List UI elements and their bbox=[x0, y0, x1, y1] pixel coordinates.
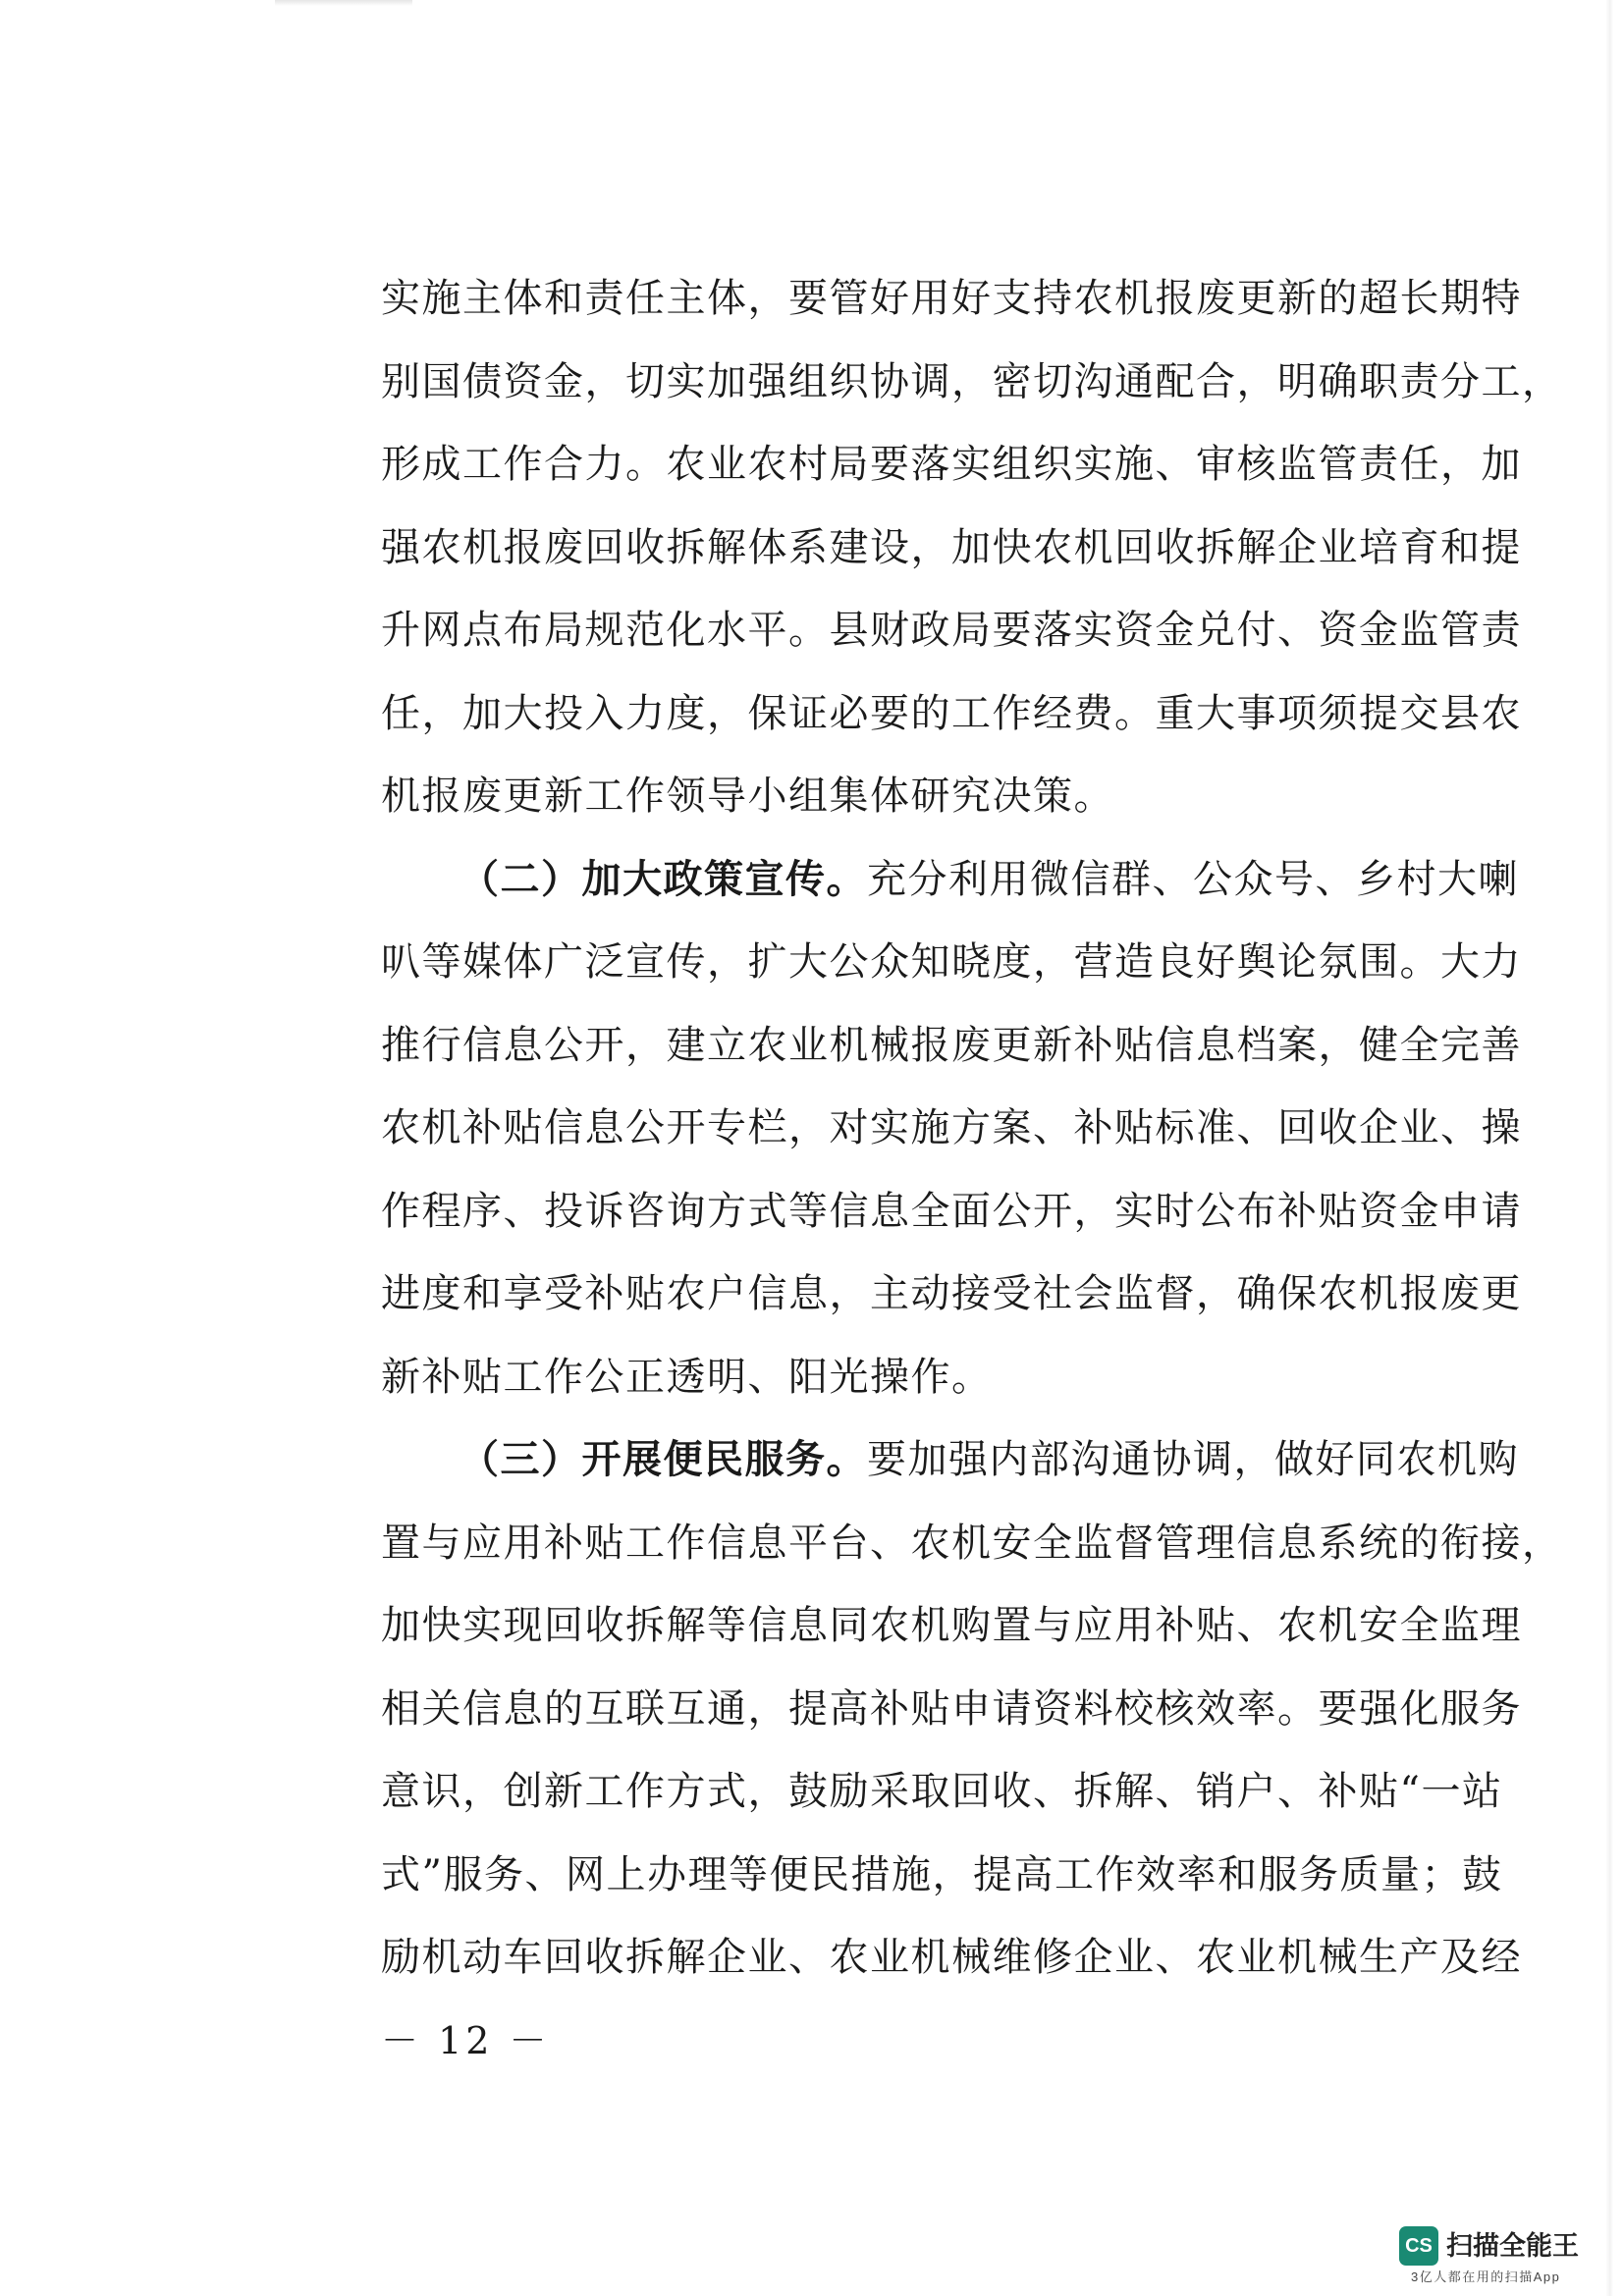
line-text: 相关信息的互联互通，提高补贴申请资料校核效率。要强化服务 bbox=[381, 1685, 1522, 1732]
scan-edge-top bbox=[275, 0, 412, 6]
text-line bbox=[381, 921, 1522, 1004]
document-body bbox=[381, 257, 1563, 2000]
line-text: 别国债资金，切实加强组织协调，密切沟通配合，明确职责分工， bbox=[381, 358, 1563, 404]
line-text: 充分利用微信群、公众号、乡村大喇 bbox=[867, 856, 1519, 902]
line-text: 强农机报废回收拆解体系建设，加快农机回收拆解企业培育和提 bbox=[381, 524, 1522, 570]
text-line bbox=[381, 755, 1473, 838]
line-text: 升网点布局规范化水平。县财政局要落实资金兑付、资金监管责 bbox=[381, 608, 1522, 653]
text-line bbox=[381, 1916, 1522, 2000]
camscanner-logo-icon: CS bbox=[1399, 2226, 1438, 2266]
line-text: 进度和享受补贴农户信息，主动接受社会监督，确保农机报废更 bbox=[381, 1271, 1522, 1316]
section-heading-line bbox=[381, 838, 1519, 922]
section-heading-service: （三）开展便民服务。 bbox=[460, 1436, 867, 1482]
text-line bbox=[381, 1502, 1563, 1585]
line-text: 加快实现回收拆解等信息同农机购置与应用补贴、农机安全监理 bbox=[381, 1603, 1522, 1648]
text-line bbox=[381, 589, 1522, 672]
line-text: 置与应用补贴工作信息平台、农机安全监督管理信息系统的衔接， bbox=[381, 1520, 1563, 1566]
text-line bbox=[381, 1750, 1503, 1834]
text-line bbox=[381, 423, 1522, 507]
line-text: 农机补贴信息公开专栏，对实施方案、补贴标准、回收企业、操 bbox=[381, 1105, 1522, 1150]
text-line bbox=[381, 672, 1522, 756]
line-text: 励机动车回收拆解企业、农业机械维修企业、农业机械生产及经 bbox=[381, 1935, 1522, 1980]
line-text: 意识，创新工作方式，鼓励采取回收、拆解、销户、补贴“一站 bbox=[381, 1769, 1503, 1814]
line-text: 新补贴工作公正透明、阳光操作。 bbox=[381, 1354, 993, 1400]
text-line bbox=[381, 1834, 1503, 1917]
text-line bbox=[381, 1004, 1522, 1088]
line-text: 要加强内部沟通协调，做好同农机购 bbox=[867, 1437, 1519, 1482]
line-text: 叭等媒体广泛宣传，扩大公众知晓度，营造良好舆论氛围。大力 bbox=[381, 939, 1522, 985]
scan-edge-right bbox=[1605, 0, 1613, 2296]
line-text: 实施主体和责任主体，要管好用好支持农机报废更新的超长期特 bbox=[381, 276, 1522, 321]
text-line bbox=[381, 1336, 1473, 1419]
line-text: 机报废更新工作领导小组集体研究决策。 bbox=[381, 774, 1114, 819]
line-text: 任，加大投入力度，保证必要的工作经费。重大事项须提交县农 bbox=[381, 690, 1522, 736]
text-line bbox=[381, 1087, 1522, 1170]
scanner-watermark bbox=[1399, 2226, 1605, 2289]
line-text: 形成工作合力。农业农村局要落实组织实施、审核监管责任，加 bbox=[381, 442, 1522, 487]
page-number: － 12 － bbox=[381, 2019, 551, 2062]
watermark-tagline: 3亿人都在用的扫描App bbox=[1411, 2269, 1561, 2284]
text-line bbox=[381, 1170, 1522, 1254]
watermark-app-name: 扫描全能王 bbox=[1446, 2231, 1579, 2261]
text-line bbox=[381, 257, 1522, 341]
line-text: 作程序、投诉咨询方式等信息全面公开，实时公布补贴资金申请 bbox=[381, 1188, 1522, 1234]
section-heading-line bbox=[381, 1418, 1519, 1502]
text-line bbox=[381, 1668, 1522, 1751]
text-line bbox=[381, 1584, 1522, 1668]
section-heading-publicity: （二）加大政策宣传。 bbox=[460, 855, 867, 902]
text-line bbox=[381, 341, 1563, 424]
text-line bbox=[381, 1253, 1522, 1336]
line-text: 推行信息公开，建立农业机械报废更新补贴信息档案，健全完善 bbox=[381, 1022, 1522, 1068]
text-line bbox=[381, 507, 1522, 590]
line-text: 式”服务、网上办理等便民措施，提高工作效率和服务质量；鼓 bbox=[381, 1851, 1503, 1897]
